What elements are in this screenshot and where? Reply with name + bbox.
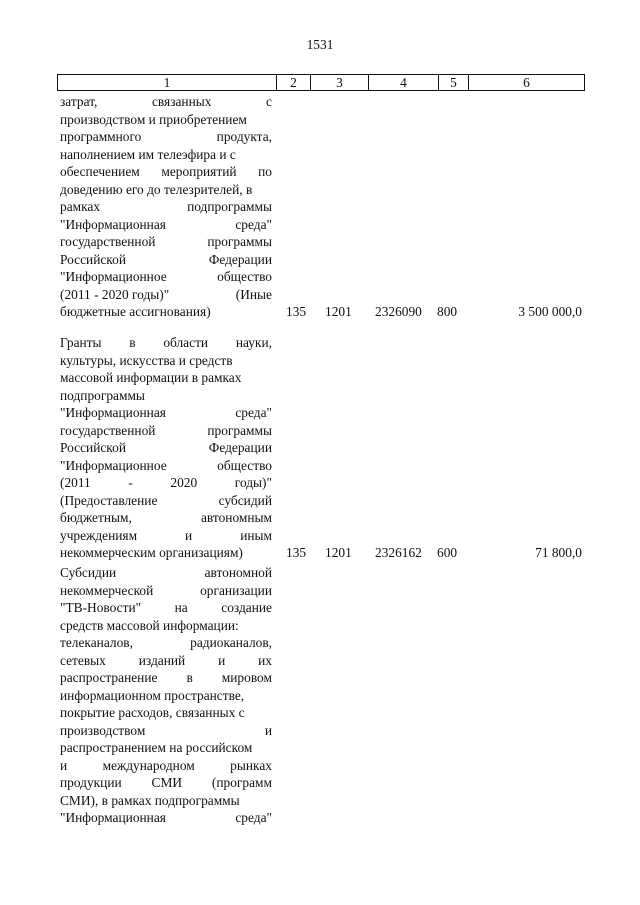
description-word: программы (207, 234, 272, 249)
description-word: СМИ (151, 775, 183, 790)
section-code: 1201 (325, 304, 352, 319)
description-word: науки, (235, 335, 272, 350)
description-line (60, 492, 272, 510)
description-line (60, 544, 272, 562)
description-line (60, 509, 272, 527)
description-word: некоммерческой (60, 582, 154, 598)
description-word: 2020 (170, 475, 198, 490)
description-line (60, 181, 272, 199)
description-line (60, 652, 272, 670)
description-word: рамках (60, 199, 101, 214)
row-description (60, 564, 272, 827)
description-line (60, 687, 272, 705)
description-line (60, 369, 272, 387)
description-word: годы)" (234, 475, 272, 490)
description-word: и (264, 722, 272, 738)
description-line (60, 439, 272, 457)
description-word: (2011 - 2020 годы)" (60, 286, 170, 302)
description-word: покрытие расходов, связанных с (60, 705, 245, 720)
section-code: 1201 (325, 545, 352, 560)
target-code: 2326162 (375, 545, 422, 560)
description-word: сетевых (60, 652, 106, 668)
description-word: "Информационное (60, 269, 167, 284)
description-word: Гранты (60, 335, 102, 350)
description-line (60, 739, 272, 757)
description-word: "Информационная (60, 810, 166, 825)
description-word: по (258, 164, 272, 179)
header-col-6: 6 (468, 75, 584, 90)
ministry-code: 135 (286, 545, 307, 560)
description-word: мировом (221, 670, 272, 685)
description-line (60, 704, 272, 722)
description-word: культуры, искусства и средств (60, 352, 233, 368)
description-line (60, 599, 272, 617)
description-word: наполнением им телеэфира и с (60, 146, 236, 162)
description-word: их (258, 652, 272, 668)
description-line (60, 564, 272, 582)
description-word: "Информационное (60, 457, 167, 473)
description-word: распространением на российском (60, 740, 253, 755)
description-line (60, 387, 272, 405)
description-line (60, 474, 272, 492)
description-word: (2011 (60, 475, 91, 490)
description-word: на (174, 600, 188, 615)
description-word: и (60, 757, 68, 773)
description-word: и (218, 652, 226, 668)
description-line (60, 216, 272, 234)
description-word: международном (102, 757, 195, 773)
description-word: телеканалов, (60, 635, 133, 650)
description-word: продукции (60, 775, 122, 790)
description-line (60, 128, 272, 146)
description-word: подпрограммы (60, 387, 145, 403)
description-word: продукта, (216, 129, 272, 144)
description-word: - (128, 475, 133, 490)
description-line (60, 792, 272, 810)
expense-type-code: 600 (437, 545, 458, 560)
description-line (60, 809, 272, 827)
description-word: информационном пространстве, (60, 687, 245, 703)
description-line (60, 233, 272, 251)
description-word: автономной (204, 565, 272, 580)
description-word: связанных (151, 94, 212, 109)
amount: 3 500 000,0 (518, 304, 582, 319)
description-word: общество (217, 269, 272, 284)
description-line (60, 404, 272, 422)
description-word: государственной (60, 234, 156, 249)
header-col-2: 2 (276, 75, 310, 90)
description-word: производством и приобретением (60, 111, 247, 127)
description-word: и (185, 527, 193, 543)
description-word: среда" (235, 810, 272, 825)
description-word: с (266, 94, 272, 109)
description-word: создание (221, 600, 272, 615)
description-word: Российской (60, 440, 126, 455)
description-word: Субсидии (60, 565, 117, 580)
description-line (60, 422, 272, 440)
row-description (60, 334, 272, 562)
description-line (60, 146, 272, 164)
description-line (60, 268, 272, 286)
description-word: в (129, 335, 136, 350)
description-word: "Информационная (60, 405, 166, 420)
description-line (60, 634, 272, 652)
description-line (60, 111, 272, 129)
description-word: изданий (138, 652, 186, 668)
description-word: радиоканалов, (190, 635, 272, 650)
description-line (60, 582, 272, 600)
description-word: Российской (60, 251, 126, 267)
description-word: программы (207, 422, 272, 438)
header-col-4: 4 (368, 75, 438, 90)
description-word: (Предоставление (60, 492, 158, 508)
description-word: затрат, (60, 94, 98, 109)
header-col-5: 5 (438, 75, 468, 90)
row-description (60, 93, 272, 321)
description-word: обеспечением (60, 164, 140, 179)
description-line (60, 303, 272, 321)
description-line (60, 669, 272, 687)
description-line (60, 722, 272, 740)
description-word: Федерации (208, 251, 272, 267)
target-code: 2326090 (375, 304, 422, 319)
page-number: 1531 (306, 37, 334, 52)
description-line (60, 334, 272, 352)
description-line (60, 774, 272, 792)
table-header-row (57, 74, 585, 91)
description-word: государственной (60, 422, 156, 438)
description-word: (программ (211, 775, 272, 790)
description-word: Федерации (208, 440, 272, 455)
description-word: некоммерческим организациям) (60, 545, 243, 560)
description-line (60, 198, 272, 216)
description-word: "Информационная (60, 216, 166, 232)
description-word: в (186, 670, 193, 685)
description-word: рынках (230, 757, 272, 773)
description-word: мероприятий (161, 164, 237, 179)
description-line (60, 163, 272, 181)
description-word: массовой информации в рамках (60, 370, 242, 385)
description-line (60, 352, 272, 370)
ministry-code: 135 (286, 304, 307, 319)
description-word: учреждениям (60, 527, 138, 543)
expense-type-code: 800 (437, 304, 458, 319)
header-col-1: 1 (163, 75, 171, 90)
description-word: СМИ), в рамках подпрограммы (60, 792, 240, 808)
description-word: общество (217, 457, 272, 473)
description-word: организации (200, 582, 272, 598)
description-line (60, 286, 272, 304)
description-line (60, 617, 272, 635)
description-word: среда" (235, 405, 272, 420)
description-word: среда" (235, 216, 272, 232)
description-word: средств массовой информации: (60, 617, 239, 633)
description-word: программного (60, 129, 142, 144)
description-line (60, 251, 272, 269)
description-word: субсидий (218, 492, 272, 508)
description-line (60, 757, 272, 775)
description-word: "ТВ-Новости" (60, 600, 142, 615)
description-line (60, 457, 272, 475)
header-col-3: 3 (310, 75, 368, 90)
description-line (60, 527, 272, 545)
description-word: производством (60, 722, 146, 738)
description-word: автономным (200, 510, 272, 525)
description-word: (Иные (235, 286, 272, 302)
description-word: бюджетным, (60, 510, 132, 525)
amount: 71 800,0 (535, 545, 582, 560)
description-word: бюджетные ассигнования) (60, 304, 211, 319)
description-word: области (163, 335, 209, 350)
description-line (60, 93, 272, 111)
description-word: подпрограммы (187, 199, 272, 214)
description-word: доведению его до телезрителей, в (60, 181, 253, 197)
description-word: распространение (60, 670, 158, 685)
description-word: иным (240, 527, 272, 543)
